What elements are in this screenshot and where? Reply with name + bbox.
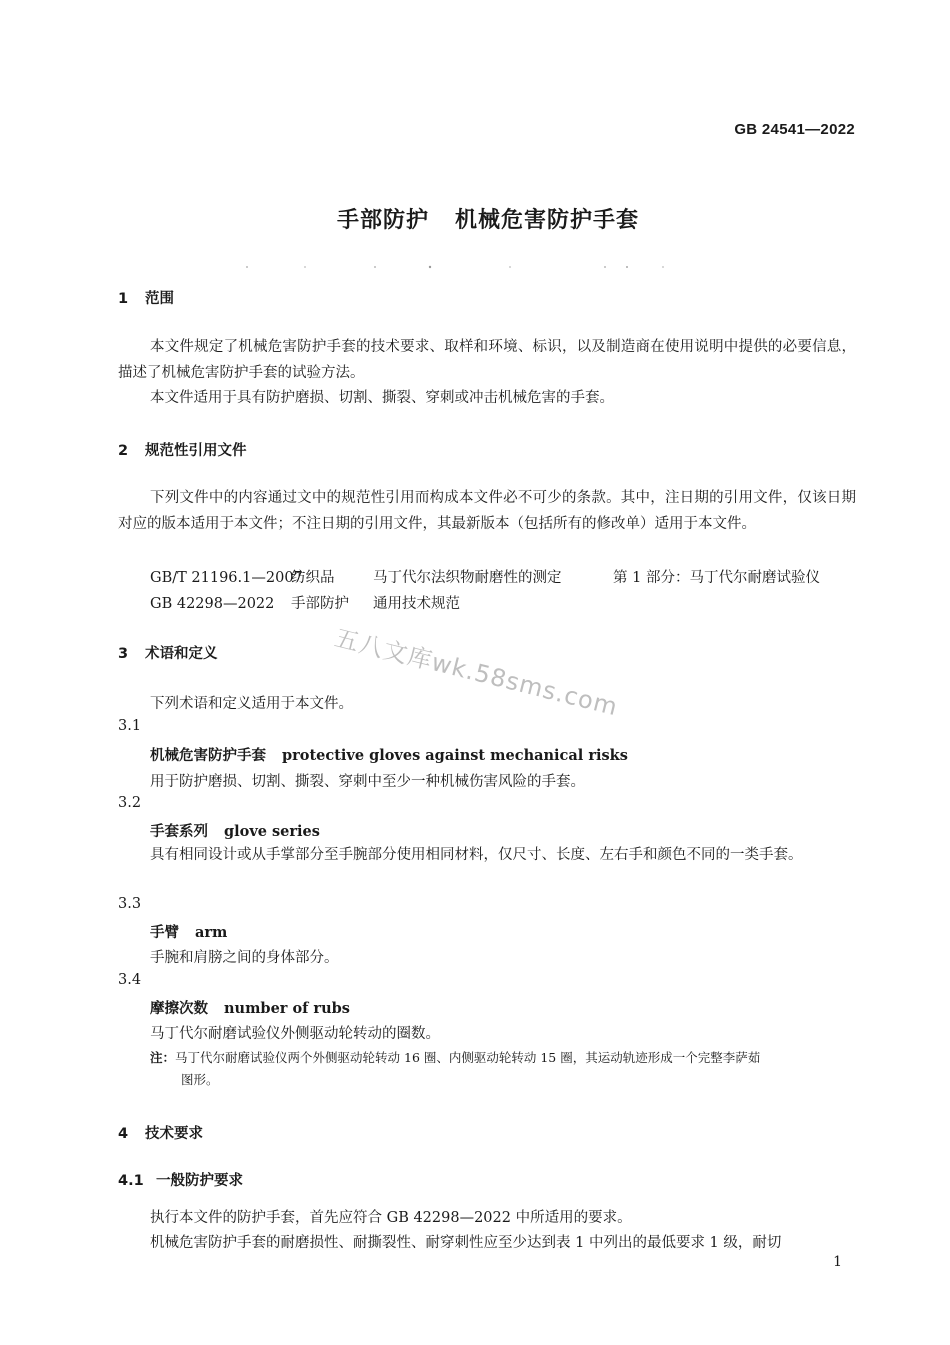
subsection-number: 4.1 [118, 1173, 144, 1189]
section-1-paragraph-2: 本文件适用于具有防护磨损、切割、撕裂、穿刺或冲击机械危害的手套。 [150, 390, 614, 406]
term-number: 3.4 [118, 972, 142, 988]
section-title: 技术要求 [145, 1126, 203, 1142]
term-number: 3.2 [118, 795, 142, 811]
document-title [0, 203, 950, 234]
section-4-paragraph-1: 执行本文件的防护手套，首先应符合 GB 42298—2022 中所适用的要求。 [150, 1210, 632, 1226]
term-chinese: 机械危害防护手套 [150, 748, 266, 764]
section-title: 术语和定义 [145, 646, 218, 662]
term-english: arm [195, 924, 228, 941]
reference-title-2: 通用技术规范 [373, 596, 460, 612]
reference-title-1: 纺织品 [291, 570, 335, 586]
term-chinese: 手臂 [150, 925, 179, 941]
term-number: 3.1 [118, 718, 142, 734]
section-2-paragraph-1: 下列文件中的内容通过文中的规范性引用而构成本文件必不可少的条款。其中，注日期的引用文件，仅该日期对应的版本适用于本文件；不注日期的引用文件，其最新版本（包括所有的修改单）适用于本文件。 [118, 490, 856, 532]
reference-item [150, 592, 460, 613]
term-heading [150, 997, 350, 1018]
section-number: 1 [118, 291, 129, 307]
reference-item [150, 566, 820, 587]
section-number: 2 [118, 443, 129, 459]
standard-number: GB 24541—2022 [734, 121, 855, 138]
reference-title-2: 马丁代尔法织物耐磨性的测定 [373, 570, 562, 586]
term-english: number of rubs [224, 1000, 350, 1017]
term-english: protective gloves against mechanical risks [282, 747, 628, 764]
note-label: 注： [150, 1050, 176, 1065]
title-part-1: 手部防护 [336, 208, 429, 233]
reference-title-1: 手部防护 [291, 596, 349, 612]
note-text-continued: 图形。 [181, 1072, 219, 1087]
section-3-intro: 下列术语和定义适用于本文件。 [150, 696, 353, 712]
term-definition: 具有相同设计或从手掌部分至手腕部分使用相同材料，仅尺寸、长度、左右手和颜色不同的一类手套。 [150, 847, 803, 863]
scan-artifact [245, 264, 685, 270]
section-3-heading [118, 642, 218, 663]
term-chinese: 手套系列 [150, 824, 208, 840]
term-definition: 用于防护磨损、切割、撕裂、穿刺中至少一种机械伤害风险的手套。 [150, 774, 585, 790]
term-number: 3.3 [118, 896, 142, 912]
term-english: glove series [224, 823, 320, 840]
section-4-paragraph-2: 机械危害防护手套的耐磨损性、耐撕裂性、耐穿刺性应至少达到表 1 中列出的最低要求 1 级，耐切 [150, 1235, 782, 1251]
term-heading [150, 921, 227, 942]
term-definition: 手腕和肩膀之间的身体部分。 [150, 950, 339, 966]
term-heading [150, 744, 628, 765]
page-number: 1 [833, 1254, 842, 1270]
term-heading [150, 820, 320, 841]
note [150, 1047, 850, 1091]
section-number: 3 [118, 646, 129, 662]
section-title: 范围 [145, 291, 174, 307]
subsection-4-1-heading [118, 1169, 243, 1190]
term-definition: 马丁代尔耐磨试验仪外侧驱动轮转动的圈数。 [150, 1026, 440, 1042]
term-chinese: 摩擦次数 [150, 1001, 208, 1017]
watermark: 五八文库wk.58sms.com [331, 623, 621, 722]
title-part-2: 机械危害防护手套 [455, 208, 640, 233]
section-4-heading [118, 1122, 203, 1143]
section-1-heading [118, 287, 174, 308]
section-title: 规范性引用文件 [145, 443, 247, 459]
reference-code: GB/T 21196.1—2007 [150, 570, 303, 586]
section-number: 4 [118, 1126, 129, 1142]
subsection-title: 一般防护要求 [156, 1173, 243, 1189]
section-1-paragraph-1: 本文件规定了机械危害防护手套的技术要求、取样和环境、标识，以及制造商在使用说明中提供的必要信息，描述了机械危害防护手套的试验方法。 [118, 339, 856, 381]
section-2-heading [118, 439, 247, 460]
note-text: 马丁代尔耐磨试验仪两个外侧驱动轮转动 16 圈、内侧驱动轮转动 15 圈，其运动轨迹形成一个完整李萨茹 [175, 1050, 761, 1065]
reference-code: GB 42298—2022 [150, 596, 275, 612]
reference-title-3: 第 1 部分：马丁代尔耐磨试验仪 [613, 570, 820, 586]
